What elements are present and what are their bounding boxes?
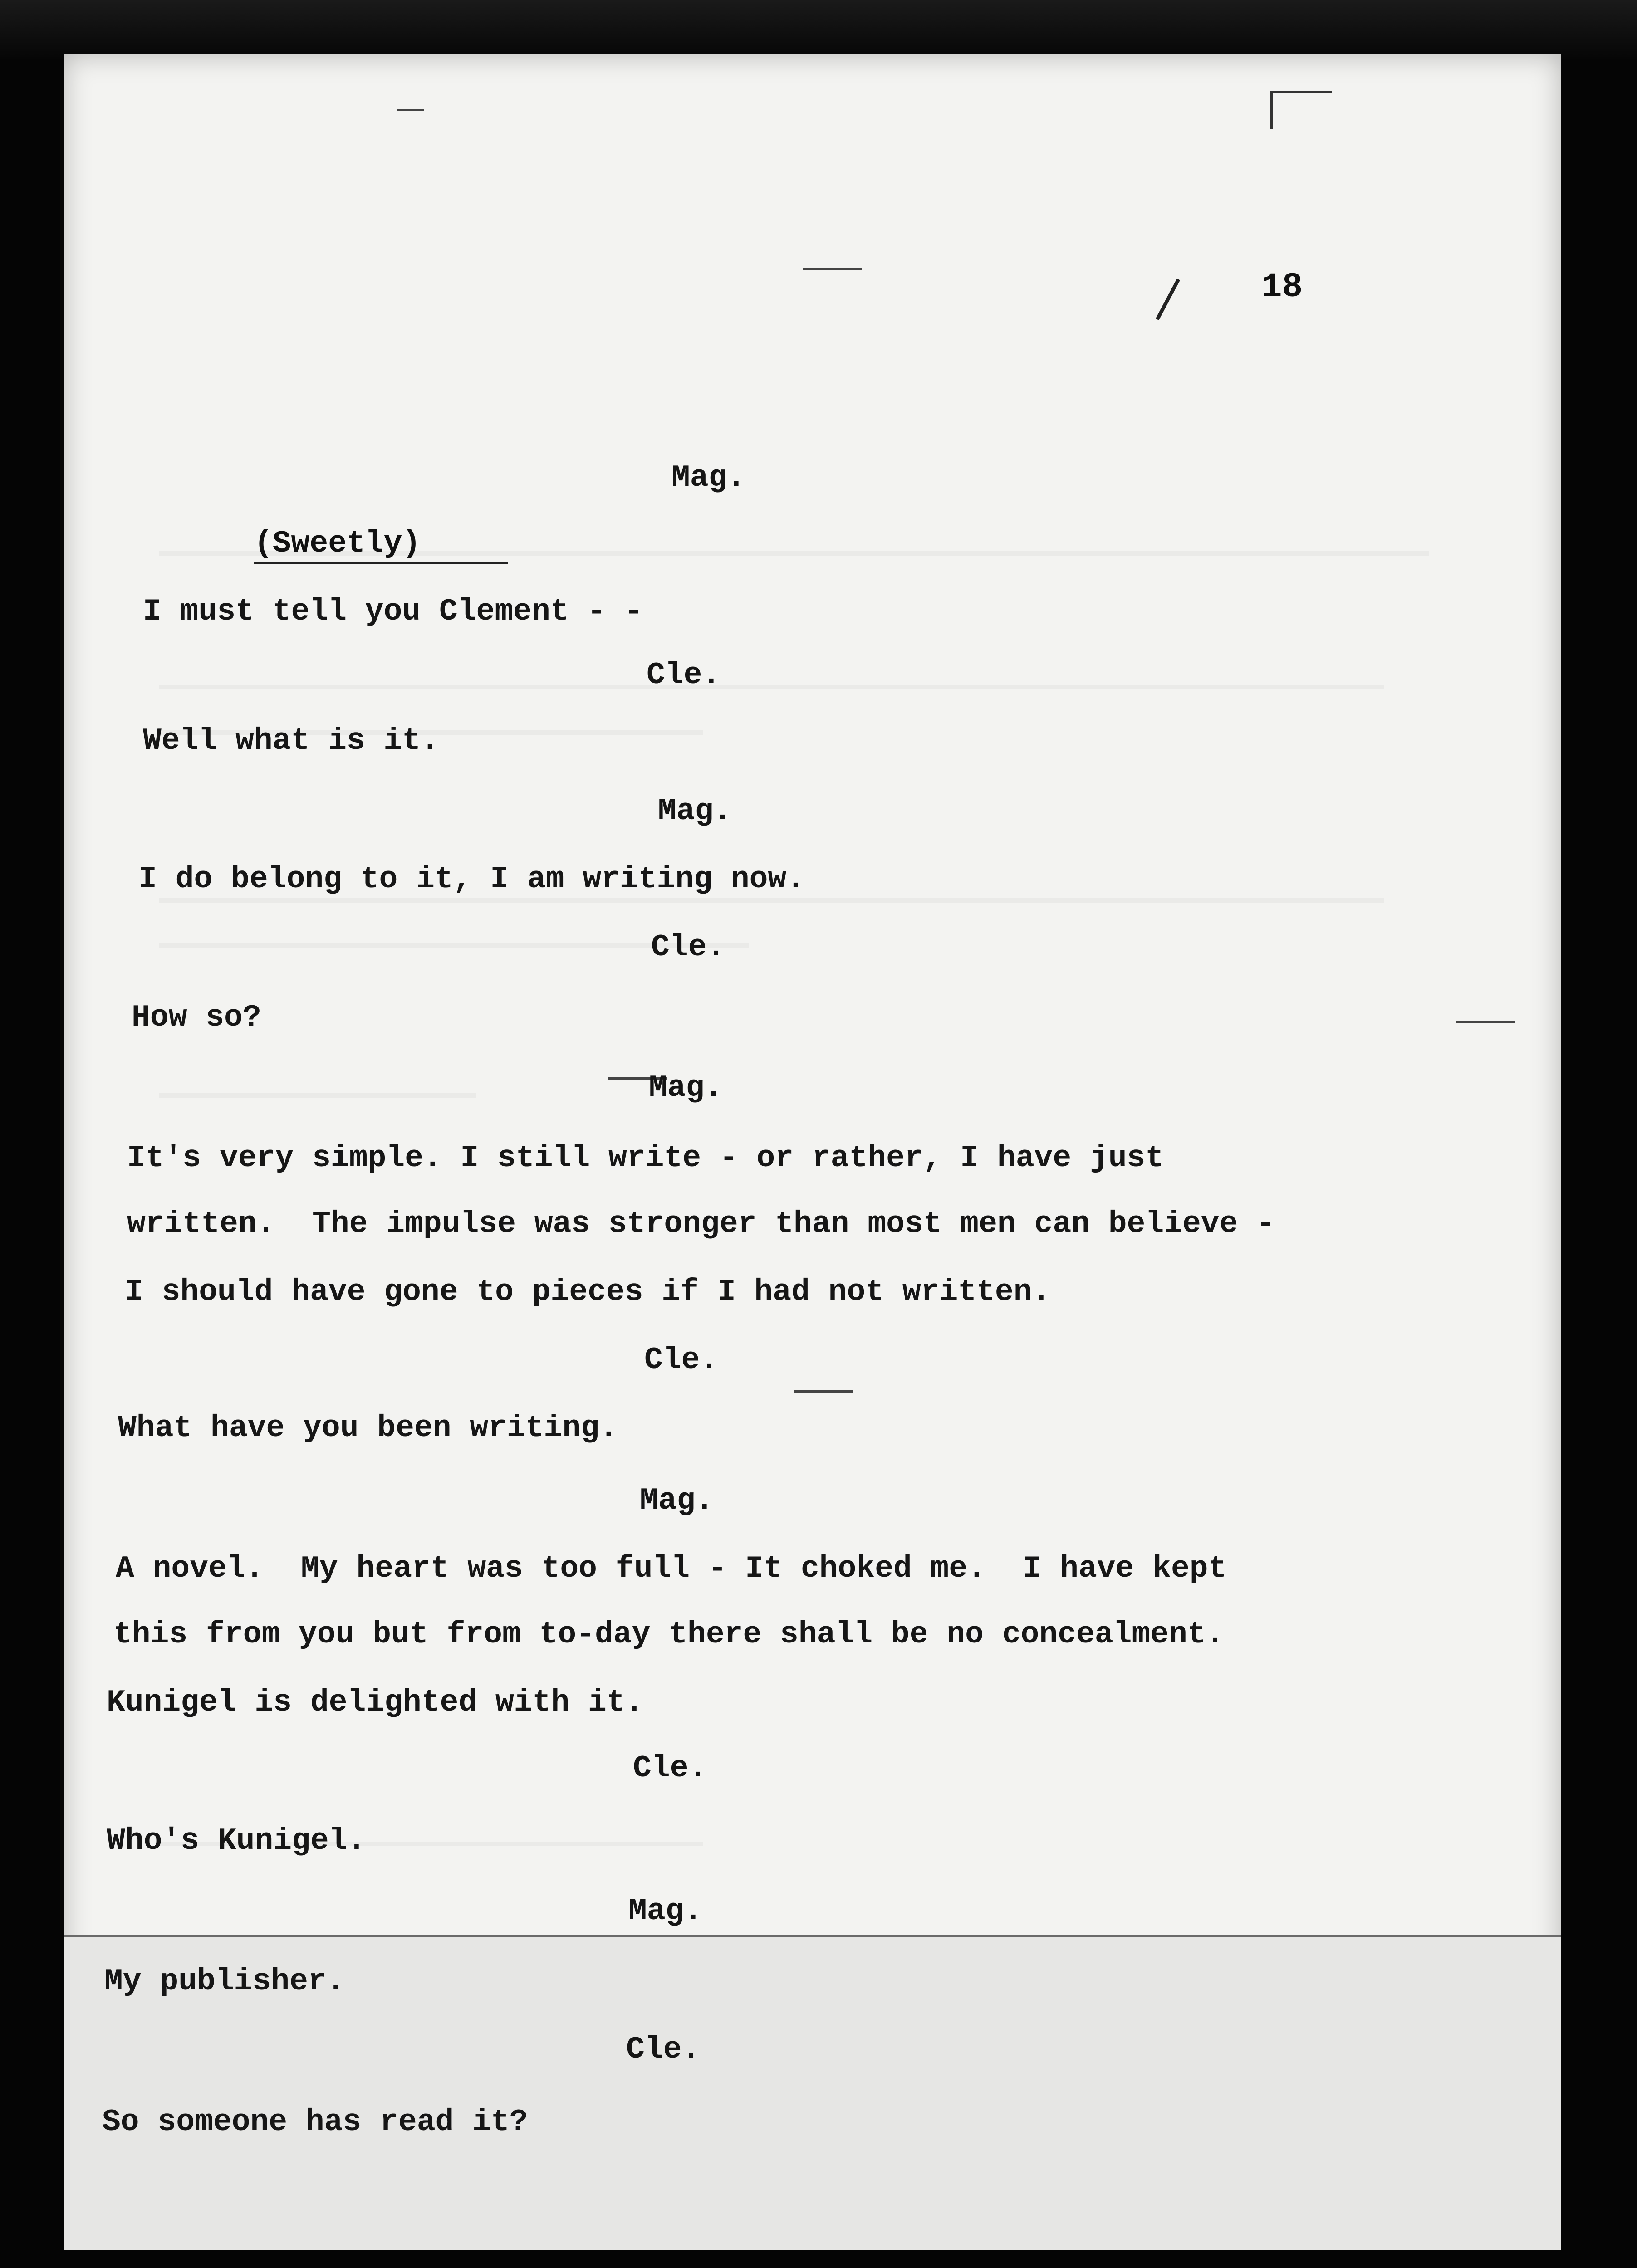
scan-dash xyxy=(397,109,424,111)
page-number: 18 xyxy=(1261,268,1303,307)
speaker-name: Cle. xyxy=(644,1343,719,1378)
speaker-name: Mag. xyxy=(671,460,746,495)
speaker-name: Cle. xyxy=(647,658,721,693)
speaker-name: Mag. xyxy=(628,1894,703,1929)
dialogue-line: this from you but from to-day there shall be no concealment. xyxy=(113,1617,1225,1652)
dialogue-line: What have you been writing. xyxy=(118,1411,618,1446)
dialogue-line: A novel. My heart was too full - It choked me. I have kept xyxy=(116,1551,1227,1586)
dialogue-line: It's very simple. I still write - or rather, I have just xyxy=(127,1141,1164,1176)
dialogue-line: Well what is it. xyxy=(143,723,439,758)
dialogue-line: So someone has read it? xyxy=(102,2105,528,2140)
speaker-name: Cle. xyxy=(626,2032,701,2067)
speaker-name: Cle. xyxy=(633,1751,707,1786)
dialogue-line: My publisher. xyxy=(104,1964,345,1999)
pen-tick-mark xyxy=(1156,279,1180,320)
dialogue-line: I must tell you Clement - - xyxy=(143,594,643,629)
speaker-name: Mag. xyxy=(640,1483,714,1518)
dialogue-line: Who's Kunigel. xyxy=(107,1823,366,1858)
speaker-name: Mag. xyxy=(649,1070,723,1105)
dialogue-line: written. The impulse was stronger than most men can believe - xyxy=(127,1207,1275,1242)
dialogue-line: How so? xyxy=(132,1000,261,1035)
scan-dash xyxy=(1456,1021,1515,1023)
dialogue-line: Kunigel is delighted with it. xyxy=(107,1685,644,1720)
corner-mark xyxy=(1270,91,1332,129)
speaker-name: Cle. xyxy=(651,930,725,965)
speaker-name: Mag. xyxy=(658,794,732,829)
stage-direction-underline xyxy=(254,562,508,564)
scan-dash xyxy=(794,1390,853,1393)
typescript-page xyxy=(64,54,1561,2250)
scan-dash xyxy=(803,268,862,270)
scan-border xyxy=(0,0,1637,59)
dialogue-line: I should have gone to pieces if I had not written. xyxy=(125,1275,1051,1310)
stage-direction: (Sweetly) xyxy=(254,526,421,561)
dialogue-line: I do belong to it, I am writing now. xyxy=(138,862,805,897)
